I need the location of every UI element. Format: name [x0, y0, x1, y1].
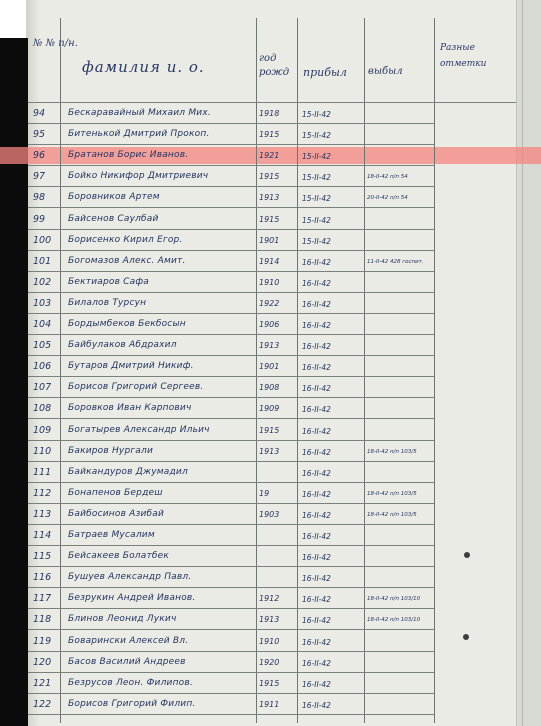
row-departure: 20-II-42 п/п 54	[367, 195, 408, 202]
row-year: 1918	[259, 109, 280, 118]
row-number: 107	[33, 382, 52, 394]
ink-spot	[464, 552, 470, 558]
row-name: Блинов Леонид Лукич	[68, 614, 177, 625]
row-arrival: 16-II-42	[302, 679, 331, 689]
row-rule	[28, 461, 434, 462]
header-year: год рожд	[259, 53, 290, 78]
row-arrival: 16-II-42	[302, 510, 331, 520]
row-arrival: 15-II-42	[302, 152, 331, 162]
row-rule	[28, 250, 434, 251]
row-arrival: 16-II-42	[302, 574, 331, 584]
row-number: 119	[33, 635, 52, 647]
row-name: Борисов Григорий Филип.	[68, 698, 196, 709]
row-year: 1915	[259, 214, 280, 224]
row-year: 1913	[259, 341, 280, 351]
row-number: 98	[33, 192, 46, 204]
row-year: 1913	[259, 446, 280, 456]
row-name: Бушуев Александр Павл.	[68, 572, 192, 583]
row-name: Басов Василий Андреев	[68, 656, 186, 667]
row-arrival: 15-II-42	[302, 173, 331, 183]
row-year: 1922	[259, 298, 280, 308]
row-number: 117	[33, 593, 52, 605]
row-name: Батраев Мусалим	[68, 530, 155, 540]
scan-black-border	[0, 38, 28, 726]
row-name: Байбулаков Абдрахил	[68, 340, 177, 351]
row-departure: 18-II-42 п/п 103/5	[367, 511, 417, 518]
row-year: 1915	[259, 425, 280, 435]
row-arrival: 16-II-42	[302, 637, 331, 647]
header-arrival: прибыл	[303, 66, 347, 79]
row-name: Бутаров Дмитрий Никиф.	[68, 361, 194, 372]
row-arrival: 16-II-42	[302, 321, 331, 330]
row-year: 1915	[259, 678, 280, 688]
row-arrival: 16-II-42	[302, 700, 331, 710]
row-year: 1913	[259, 193, 280, 203]
row-arrival: 16-II-42	[302, 384, 331, 394]
row-number: 106	[33, 361, 52, 373]
row-number: 114	[33, 530, 52, 541]
row-arrival: 16-II-42	[302, 553, 331, 563]
row-year: 1910	[259, 636, 280, 646]
row-number: 110	[33, 445, 52, 457]
row-year: 1921	[259, 151, 280, 161]
row-number: 103	[33, 297, 52, 309]
row-year: 1910	[259, 277, 280, 287]
row-rule	[28, 376, 434, 377]
row-arrival: 16-II-42	[302, 468, 331, 478]
row-name: Байбосинов Азибай	[68, 508, 165, 519]
row-rule	[28, 229, 434, 230]
row-number: 109	[33, 424, 52, 436]
row-number: 121	[33, 677, 52, 689]
row-departure: 18-II-42 п/п 103/5	[367, 490, 417, 497]
row-rule	[28, 482, 434, 483]
row-rule	[28, 545, 434, 546]
row-name: Битенькой Дмитрий Прокоп.	[68, 129, 210, 140]
row-rule	[28, 714, 434, 715]
header-notes: Разные отметки	[440, 43, 487, 69]
row-year: 1901	[259, 362, 280, 372]
row-rule	[28, 672, 434, 673]
row-number: 100	[33, 234, 52, 246]
header-name: фамилия и. о.	[82, 58, 205, 76]
row-name: Байсенов Саулбай	[68, 213, 159, 224]
row-departure: 18-II-42 п/п 103/5	[367, 448, 417, 455]
row-name: Безрукин Андрей Иванов.	[68, 593, 196, 604]
row-year: 1913	[259, 615, 280, 625]
row-arrival: 16-II-42	[302, 363, 331, 373]
row-name: Бектиаров Сафа	[68, 276, 149, 287]
row-arrival: 16-II-42	[302, 278, 331, 288]
row-name: Бескаравайный Михаил Мих.	[68, 108, 211, 118]
row-number: 108	[33, 403, 52, 415]
row-arrival: 16-II-42	[302, 447, 331, 457]
row-departure: 18-II-42 п/п 103/10	[367, 596, 421, 603]
row-arrival: 16-II-42	[302, 299, 331, 309]
header-departure: выбыл	[368, 66, 403, 77]
row-rule	[28, 334, 434, 335]
row-arrival: 15-II-42	[302, 110, 331, 119]
row-name: Безрусов Леон. Филипов.	[68, 677, 193, 688]
row-rule	[28, 313, 434, 314]
row-rule	[28, 292, 434, 293]
row-arrival: 16-II-42	[302, 489, 331, 499]
row-departure: 11-II-42 428 госпит.	[367, 258, 424, 265]
row-arrival: 16-II-42	[302, 658, 331, 668]
row-year: 1915	[259, 172, 280, 182]
row-number: 112	[33, 487, 52, 499]
row-rule	[28, 207, 434, 208]
row-name: Билалов Турсун	[68, 297, 147, 308]
row-arrival: 16-II-42	[302, 426, 331, 436]
row-year: 1909	[259, 404, 280, 414]
row-rule	[28, 123, 434, 124]
row-arrival: 16-II-42	[302, 616, 331, 626]
row-rule	[28, 608, 434, 609]
row-number: 113	[33, 508, 52, 520]
row-name: Бейсакеев Болатбек	[68, 551, 170, 562]
row-arrival: 16-II-42	[302, 405, 331, 415]
row-arrival: 15-II-42	[302, 215, 331, 225]
row-rule	[28, 693, 434, 694]
row-year: 1908	[259, 383, 280, 393]
row-number: 115	[33, 551, 52, 563]
row-number: 102	[33, 276, 52, 288]
row-arrival: 16-II-42	[302, 342, 331, 352]
row-year: 1901	[259, 235, 280, 245]
header-num: № № п/н.	[33, 38, 78, 49]
row-year: 1912	[259, 594, 280, 604]
row-rule	[28, 566, 434, 567]
header-rule	[28, 102, 516, 103]
row-rule	[28, 418, 434, 419]
row-rule	[28, 397, 434, 398]
row-name: Бойко Никифор Дмитриевич	[68, 171, 209, 182]
row-number: 104	[33, 319, 52, 330]
row-name: Боровников Артем	[68, 192, 160, 203]
row-name: Борисов Григорий Сергеев.	[68, 382, 204, 393]
row-arrival: 16-II-42	[302, 257, 331, 267]
row-rule	[28, 144, 434, 145]
row-name: Борисенко Кирил Егор.	[68, 234, 183, 245]
row-arrival: 15-II-42	[302, 131, 331, 141]
row-number: 116	[33, 572, 52, 584]
row-rule	[28, 165, 434, 166]
row-rule	[28, 524, 434, 525]
row-name: Боровков Иван Карпович	[68, 403, 192, 414]
adjacent-page-edge	[516, 0, 541, 726]
row-rule	[28, 629, 434, 630]
row-year: 19	[259, 488, 270, 498]
row-year: 1911	[259, 699, 280, 709]
row-name: Богатырев Александр Ильич	[68, 424, 210, 435]
row-year: 1920	[259, 657, 280, 667]
row-number: 99	[33, 213, 46, 225]
row-name: Богомазов Алекс. Амит.	[68, 255, 186, 266]
row-arrival: 16-II-42	[302, 532, 331, 541]
row-rule	[28, 440, 434, 441]
row-number: 120	[33, 656, 52, 668]
row-name: Бордымбеков Бекбосын	[68, 319, 186, 329]
row-number: 101	[33, 255, 52, 267]
row-arrival: 15-II-42	[302, 194, 331, 204]
row-rule	[28, 271, 434, 272]
row-name: Байкандуров Джумадил	[68, 466, 188, 477]
row-number: 111	[33, 466, 52, 478]
row-number: 118	[33, 614, 52, 626]
row-arrival: 15-II-42	[302, 236, 331, 246]
row-arrival: 16-II-42	[302, 595, 331, 605]
row-name: Бонапенов Бердеш	[68, 487, 163, 498]
row-year: 1914	[259, 256, 280, 266]
row-rule	[28, 651, 434, 652]
ink-spot	[463, 634, 469, 640]
row-rule	[28, 355, 434, 356]
row-number: 94	[33, 108, 46, 119]
row-rule	[28, 186, 434, 187]
row-departure: 18-II-42 п/п 54	[367, 174, 408, 181]
row-rule	[28, 587, 434, 588]
row-year: 1915	[259, 130, 280, 140]
row-name: Братанов Борис Иванов.	[68, 150, 189, 161]
row-departure: 18-II-42 п/п 103/10	[367, 617, 421, 624]
page-fold-line	[522, 0, 523, 726]
row-year: 1906	[259, 320, 280, 329]
row-rule	[28, 503, 434, 504]
row-number: 105	[33, 340, 52, 352]
row-number: 97	[33, 171, 46, 183]
column-rule	[434, 18, 435, 723]
row-number: 95	[33, 129, 46, 141]
row-name: Бакиров Нургали	[68, 445, 154, 456]
row-name: Боварински Алексей Вл.	[68, 635, 189, 646]
row-number: 122	[33, 698, 52, 710]
row-number: 96	[33, 150, 46, 162]
row-year: 1903	[259, 509, 280, 519]
